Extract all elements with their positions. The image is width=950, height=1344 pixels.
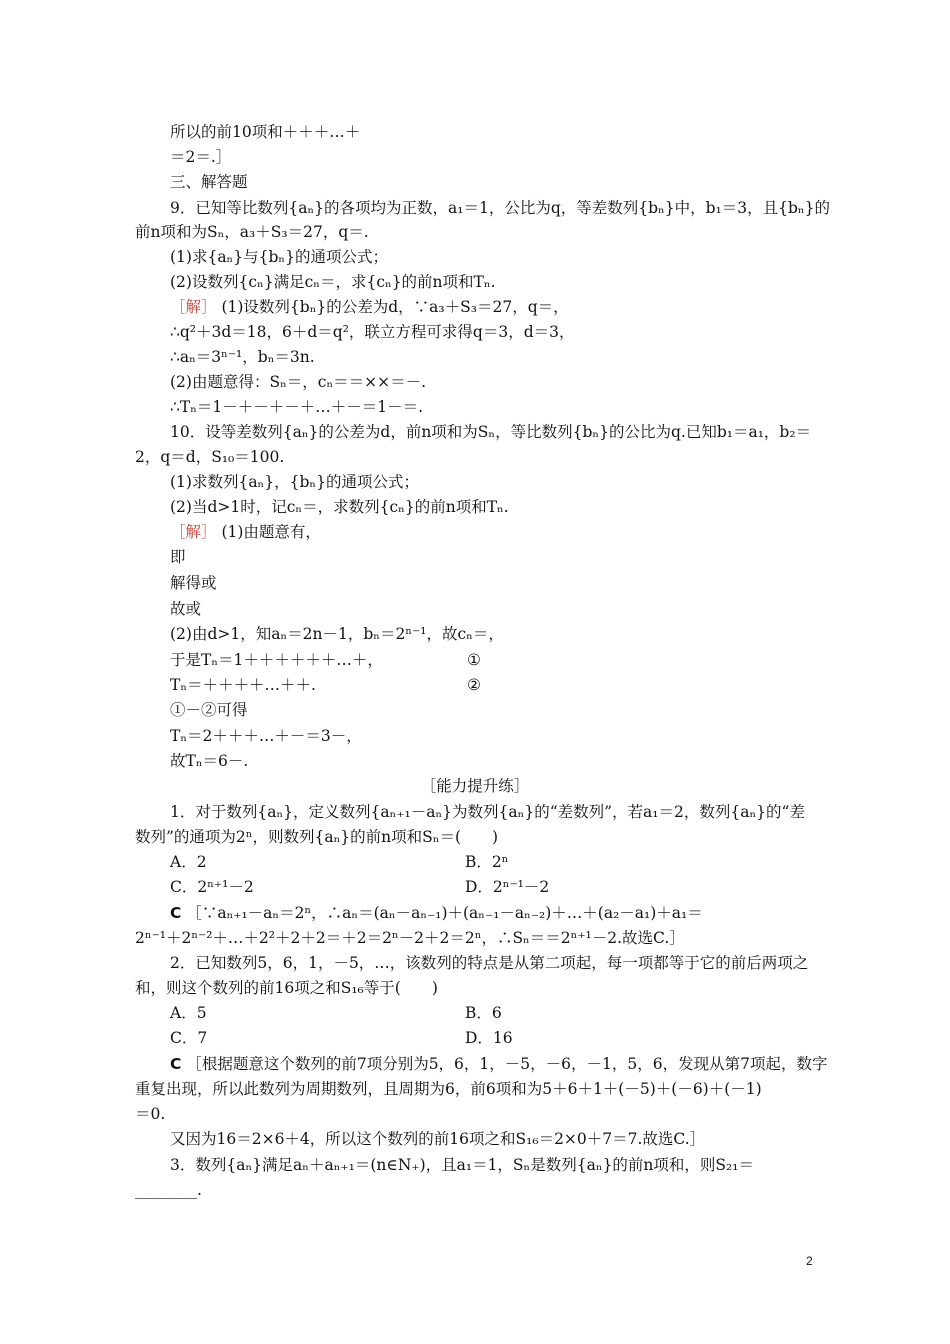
problem-1-stem-cont: 数列”的通项为2ⁿ，则数列{aₙ}的前n项和Sₙ＝( ) <box>135 828 499 846</box>
solution-line: (2)由题意得：Sₙ＝，cₙ＝＝××＝－. <box>170 373 427 391</box>
solution-line: (2)由d>1，知aₙ＝2n－1，bₙ＝2ⁿ⁻¹，故cₙ＝， <box>170 625 504 643</box>
solution-line: 即 <box>170 548 186 566</box>
answer-choice: C <box>170 904 182 922</box>
problem-3-stem: 3．数列{aₙ}满足aₙ＋aₙ₊₁＝(n∈N₊)，且a₁＝1，Sₙ是数列{aₙ}的前n项和，则S₂₁＝ <box>170 1156 754 1174</box>
problem-10-stem: 10．设等差数列{aₙ}的公差为d，前n项和为Sₙ，等比数列{bₙ}的公比为q.已知b₁＝a₁，b₂＝ <box>170 423 812 441</box>
problem-9-part-2: (2)设数列{cₙ}满足cₙ＝，求{cₙ}的前n项和Tₙ. <box>170 273 496 291</box>
solution-line: Tₙ＝＋＋＋＋…＋＋. <box>170 676 316 694</box>
solution-line: 故Tₙ＝6－. <box>170 752 249 770</box>
solution-line: ∴q²＋3d＝18，6＋d＝q²，联立方程可求得q＝3，d＝3， <box>170 323 575 341</box>
option-c: C．2ⁿ⁺¹－2 <box>170 878 254 896</box>
problem-9-part-1: (1)求{aₙ}与{bₙ}的通项公式； <box>170 248 388 266</box>
answer-blank: ________. <box>135 1181 202 1199</box>
answer-line-cont: 又因为16＝2×6＋4，所以这个数列的前16项之和S₁₆＝2×0＋7＝7.故选C.］ <box>170 1130 706 1148</box>
answer-line-cont: 2ⁿ⁻¹＋2ⁿ⁻²＋…＋2²＋2＋2＝＋2＝2ⁿ－2＋2＝2ⁿ，∴Sₙ＝＝2ⁿ⁺¹－2.故选C.］ <box>135 929 685 947</box>
problem-2-stem-cont: 和，则这个数列的前16项之和S₁₆等于( ) <box>135 979 438 997</box>
solution-line <box>170 522 321 542</box>
option-d: D．16 <box>465 1029 513 1047</box>
section-heading: 三、解答题 <box>170 173 248 191</box>
option-d: D．2ⁿ⁻¹－2 <box>465 878 550 896</box>
solution-text: (1)设数列{bₙ}的公差为d，∵a₃＋S₃＝27，q＝， <box>221 298 569 316</box>
answer-line-cont: 重复出现，所以此数列为周期数列，且周期为6，前6项和为5＋6＋1＋(－5)＋(－6)＋(－1) <box>135 1080 762 1098</box>
option-b: B．2ⁿ <box>465 853 509 871</box>
answer-line-cont: ＝0. <box>135 1105 166 1123</box>
solution-line: ①－②可得 <box>170 701 248 719</box>
problem-2-stem: 2．已知数列5，6，1，－5，…，该数列的特点是从第二项起，每一项都等于它的前后两项之 <box>170 954 809 972</box>
answer-choice: C <box>170 1055 182 1073</box>
solution-line: 故或 <box>170 600 202 618</box>
problem-10-stem-cont: 2，q＝d，S₁₀＝100. <box>135 448 285 466</box>
option-a: A．2 <box>170 853 207 871</box>
equation-marker-2: ② <box>467 676 481 694</box>
option-b: B．6 <box>465 1004 502 1022</box>
solution-line: 于是Tₙ＝1＋＋＋＋＋＋…＋， <box>170 651 383 669</box>
solution-line: ∴aₙ＝3ⁿ⁻¹，bₙ＝3n. <box>170 348 315 366</box>
page-number: 2 <box>806 1254 813 1268</box>
solution-line: ∴Tₙ＝1－＋－＋－＋…＋－＝1－＝. <box>170 398 424 416</box>
text-line: 所以的前10项和＋＋＋…＋ <box>170 123 361 141</box>
answer-line <box>170 903 703 923</box>
solution-text: (1)由题意有， <box>221 523 321 541</box>
answer-explanation: ［∵aₙ₊₁－aₙ＝2ⁿ，∴aₙ＝(aₙ－aₙ₋₁)＋(aₙ₋₁－aₙ₋₂)＋…＋(a₂－a₁)＋a₁＝ <box>186 904 703 922</box>
solution-line: 解得或 <box>170 574 217 592</box>
problem-1-stem: 1．对于数列{aₙ}，定义数列{aₙ₊₁－aₙ}为数列{aₙ}的“差数列”，若a₁＝2，数列{aₙ}的“差 <box>170 803 805 821</box>
option-c: C．7 <box>170 1029 208 1047</box>
problem-10-part-1: (1)求数列{aₙ}，{bₙ}的通项公式； <box>170 473 419 491</box>
answer-explanation: ［根据题意这个数列的前7项分别为5，6，1，－5，－6，－1，5，6，发现从第7项起，数字 <box>186 1055 828 1073</box>
option-a: A．5 <box>170 1004 207 1022</box>
problem-9-stem: 9．已知等比数列{aₙ}的各项均为正数，a₁＝1，公比为q，等差数列{bₙ}中，b₁＝3，且{bₙ}的 <box>170 199 830 217</box>
problem-9-stem-cont: 前n项和为Sₙ，a₃＋S₃＝27，q＝. <box>135 223 369 241</box>
section-heading: ［能力提升练］ <box>420 777 530 795</box>
problem-10-part-2: (2)当d>1时，记cₙ＝，求数列{cₙ}的前n项和Tₙ. <box>170 498 509 516</box>
answer-line <box>170 1054 827 1074</box>
solution-line <box>170 297 569 317</box>
equation-marker-1: ① <box>467 651 481 669</box>
text-line: ＝2＝.］ <box>170 148 232 166</box>
solution-tag: ［解］ <box>170 298 217 316</box>
solution-line: Tₙ＝2＋＋＋…＋－＝3－， <box>170 727 362 745</box>
solution-tag: ［解］ <box>170 523 217 541</box>
